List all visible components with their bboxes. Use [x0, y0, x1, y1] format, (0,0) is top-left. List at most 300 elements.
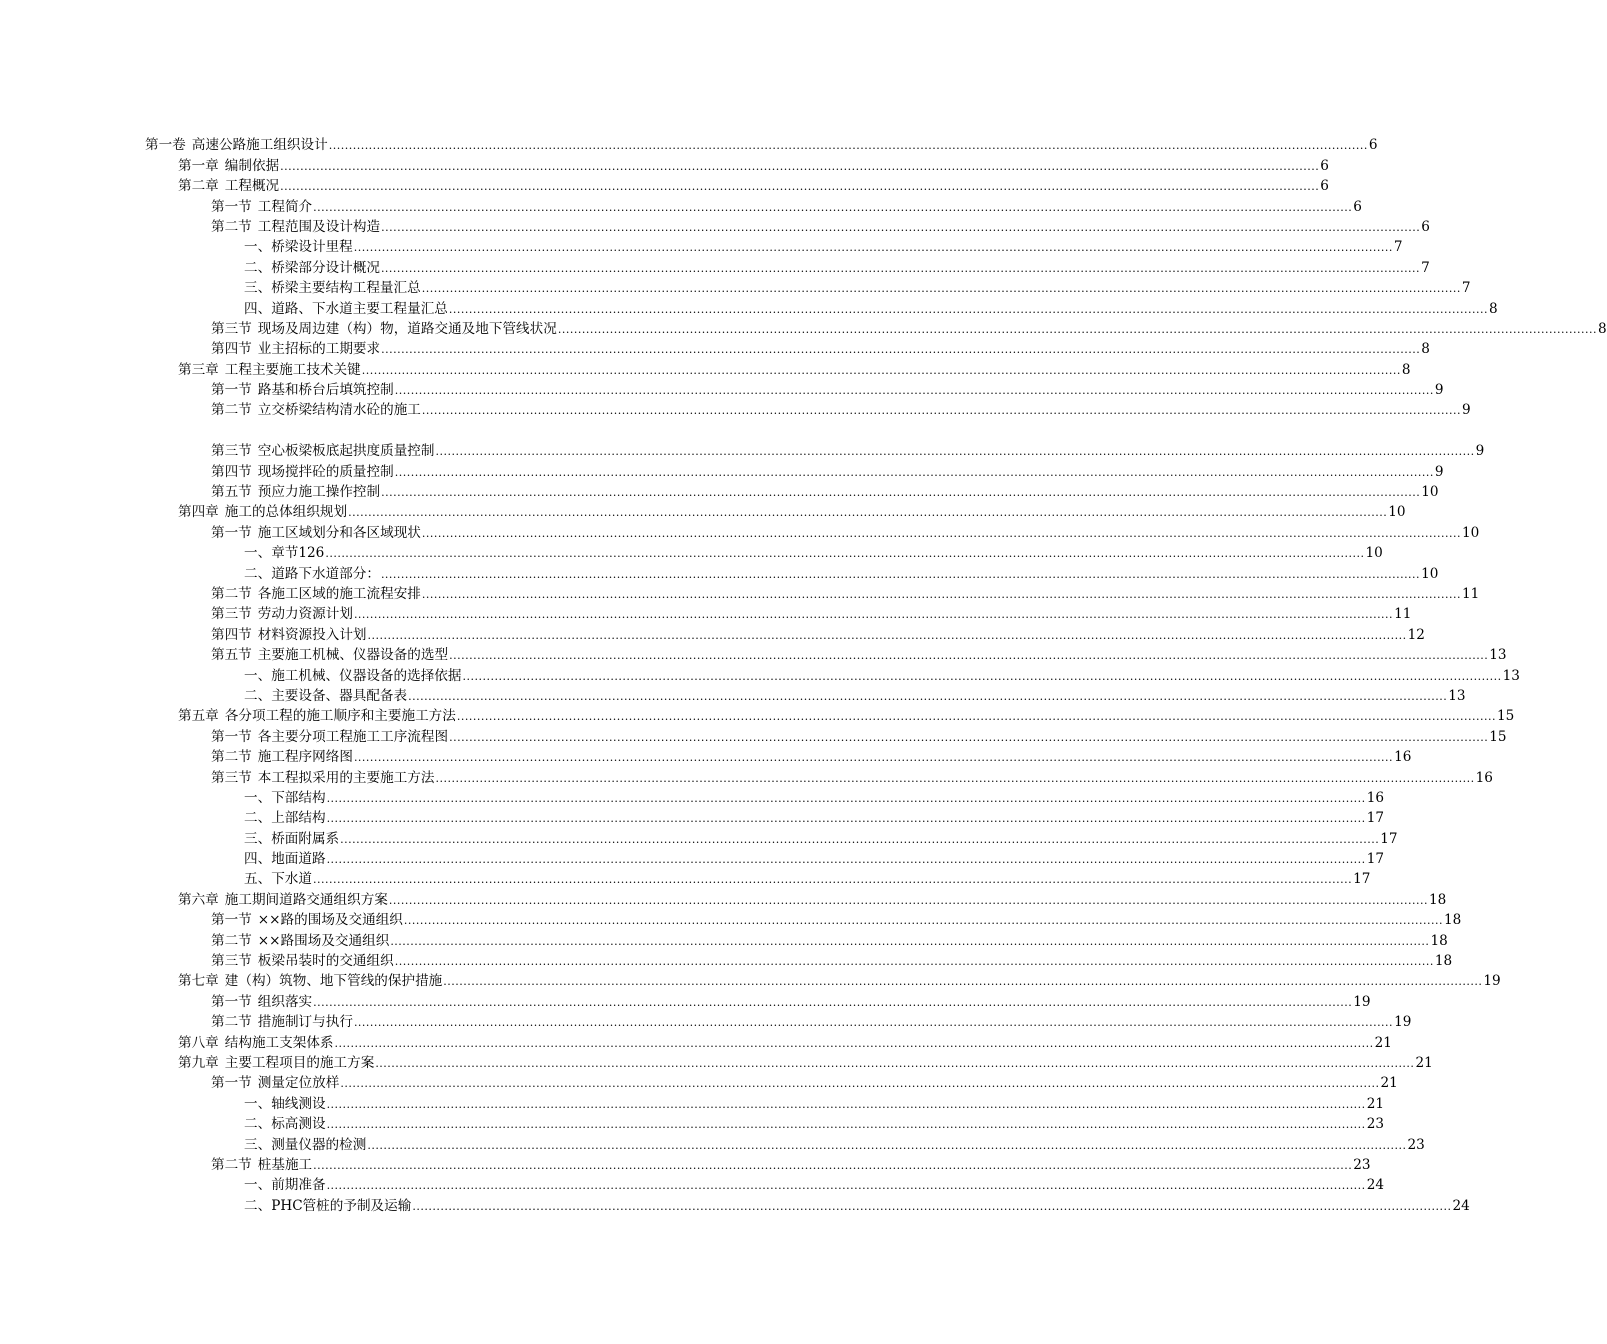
toc-page-number: 6	[1421, 218, 1430, 235]
toc-entry-title: 施工区域划分和各区域现状	[257, 524, 421, 541]
toc-page-number: 10	[1365, 545, 1383, 562]
toc-dot-leader: ....................................................................................................................................................................................................................................................................	[403, 914, 1444, 928]
toc-page-number: 13	[1448, 687, 1466, 704]
toc-page-number: 13	[1489, 647, 1507, 664]
toc-entry-title: 测量定位放样	[257, 1075, 340, 1092]
toc-entry-number: 二、	[244, 687, 272, 704]
toc-entry-number: 三、	[244, 1136, 272, 1153]
toc-entry-title: 各施工区域的施工流程安排	[257, 585, 421, 602]
toc-entry-line	[211, 402, 1471, 419]
toc-entry-title: 组织落实	[257, 993, 313, 1010]
toc-entry[interactable]	[0, 217, 1430, 237]
toc-entry-line	[244, 851, 1384, 868]
toc-page-number: 16	[1475, 769, 1493, 786]
toc-entry-title: 现场及周边建（构）物，道路交通及地下管线状况	[257, 320, 557, 337]
toc-entry[interactable]	[0, 522, 1480, 542]
toc-entry-title: 结构施工支架体系	[224, 1034, 334, 1051]
toc-dot-leader: ....................................................................................................................................................................................................................................................................	[326, 791, 1366, 805]
toc-entry-number: 一、	[244, 667, 272, 684]
toc-entry[interactable]	[0, 298, 1498, 318]
toc-entry-number: 第二节	[211, 749, 252, 766]
toc-entry-number: 第三章	[178, 361, 219, 378]
toc-entry-title: 施工的总体组织规划	[224, 504, 348, 521]
toc-entry-number: 三、	[244, 280, 272, 297]
toc-entry-number: 第二节	[211, 585, 252, 602]
toc-entry-line	[244, 280, 1471, 297]
toc-entry-number: 一、	[244, 239, 272, 256]
toc-page-number: 15	[1497, 708, 1515, 725]
toc-entry-title: 主要工程项目的施工方案	[224, 1054, 375, 1071]
toc-entry-line	[178, 1034, 1392, 1051]
toc-entry-number: 第三节	[211, 320, 252, 337]
toc-entry-title: 前期准备	[271, 1177, 326, 1194]
toc-dot-leader: ....................................................................................................................................................................................................................................................................	[394, 955, 1434, 969]
toc-entry-line	[178, 708, 1515, 725]
toc-dot-leader: ....................................................................................................................................................................................................................................................................	[367, 1138, 1407, 1152]
toc-page-number: 8	[1489, 300, 1498, 317]
toc-entry[interactable]	[0, 1114, 1384, 1134]
toc-entry[interactable]	[0, 1032, 1392, 1052]
toc-page-number: 24	[1452, 1197, 1470, 1214]
toc-page-number: 7	[1421, 259, 1430, 276]
toc-entry-number: 第一节	[211, 993, 252, 1010]
toc-entry-number: 一、	[244, 789, 272, 806]
toc-page-number: 23	[1407, 1136, 1425, 1153]
toc-entry-number: 第一节	[211, 1075, 252, 1092]
toc-entry-title: 建（构）筑物、地下管线的保护措施	[224, 973, 443, 990]
toc-dot-leader: ....................................................................................................................................................................................................................................................................	[380, 261, 1421, 275]
toc-entry-line	[244, 789, 1384, 806]
toc-entry-title: 道路、下水道主要工程量汇总	[271, 300, 448, 317]
toc-dot-leader: ....................................................................................................................................................................................................................................................................	[375, 1056, 1415, 1070]
toc-entry-line	[211, 1014, 1412, 1031]
toc-entry[interactable]	[0, 808, 1384, 828]
toc-page-number: 6	[1320, 157, 1329, 174]
toc-page-number: 19	[1353, 993, 1371, 1010]
toc-entry[interactable]	[0, 1175, 1384, 1195]
toc-dot-leader: ....................................................................................................................................................................................................................................................................	[353, 241, 1393, 255]
toc-entry-number: 第一节	[211, 524, 252, 541]
toc-entry-line	[244, 259, 1430, 276]
toc-page-number: 7	[1393, 239, 1403, 256]
toc-entry[interactable]	[0, 849, 1384, 869]
toc-page-number: 17	[1380, 830, 1398, 847]
toc-entry-number: 第五章	[178, 708, 219, 725]
toc-dot-leader: ....................................................................................................................................................................................................................................................................	[334, 1036, 1374, 1050]
toc-entry-title: 工程概况	[224, 178, 280, 195]
toc-entry-number: 四、	[244, 300, 272, 317]
toc-entry[interactable]	[0, 155, 1329, 175]
toc-entry-line	[244, 871, 1371, 888]
toc-entry[interactable]	[0, 441, 1485, 461]
toc-dot-leader: ....................................................................................................................................................................................................................................................................	[348, 506, 1388, 520]
toc-entry[interactable]	[0, 788, 1384, 808]
toc-dot-leader: ....................................................................................................................................................................................................................................................................	[435, 771, 1475, 785]
toc-entry-title: 主要施工机械、仪器设备的选型	[257, 647, 449, 664]
toc-page-number: 10	[1462, 524, 1480, 541]
toc-dot-leader: ....................................................................................................................................................................................................................................................................	[353, 608, 1394, 622]
toc-dot-leader: ....................................................................................................................................................................................................................................................................	[421, 404, 1462, 418]
toc-entry-line	[244, 830, 1398, 847]
toc-entry[interactable]	[0, 991, 1371, 1011]
toc-entry-line	[178, 973, 1501, 990]
toc-page-number: 17	[1353, 871, 1371, 888]
toc-entry-number: 第九章	[178, 1054, 219, 1071]
toc-dot-leader: ....................................................................................................................................................................................................................................................................	[408, 689, 1448, 703]
toc-entry-title: 各分项工程的施工顺序和主要施工方法	[224, 708, 456, 725]
toc-entry-number: 第二节	[211, 1156, 252, 1173]
toc-entry-number: 第一节	[211, 198, 252, 215]
toc-entry-title: 空心板梁板底起拱度质量控制	[257, 443, 435, 460]
toc-entry-line	[178, 361, 1411, 378]
toc-entry-number: 二、	[244, 810, 272, 827]
toc-entry-line	[211, 198, 1362, 215]
toc-entry[interactable]	[0, 584, 1480, 604]
toc-entry[interactable]	[0, 400, 1471, 420]
toc-dot-leader: ....................................................................................................................................................................................................................................................................	[435, 445, 1475, 459]
toc-entry-number: 第二节	[211, 402, 252, 419]
toc-entry-title: 桥梁设计里程	[271, 239, 353, 256]
toc-entry-number: 五、	[244, 871, 272, 888]
toc-entry[interactable]	[0, 502, 1406, 522]
toc-dot-leader: ....................................................................................................................................................................................................................................................................	[421, 526, 1462, 540]
toc-entry-title: 材料资源投入计划	[257, 626, 367, 643]
toc-page-number: 24	[1366, 1177, 1384, 1194]
toc-entry-title: 本工程拟采用的主要施工方法	[257, 769, 435, 786]
toc-entry[interactable]	[0, 645, 1507, 665]
toc-entry[interactable]	[0, 747, 1412, 767]
toc-entry-title: 道路下水道部分：	[271, 565, 380, 582]
toc-page-number: 18	[1444, 912, 1462, 929]
toc-entry[interactable]	[0, 257, 1430, 277]
toc-page-number: 21	[1374, 1034, 1392, 1051]
toc-page-number: 18	[1429, 891, 1447, 908]
toc-entry-line	[211, 993, 1371, 1010]
toc-entry-number: 第二节	[211, 218, 252, 235]
toc-entry-line	[211, 647, 1507, 664]
toc-entry-title: 上部结构	[271, 810, 326, 827]
toc-page-number: 19	[1483, 973, 1501, 990]
toc-page-number: 23	[1353, 1156, 1371, 1173]
toc-dot-leader: ....................................................................................................................................................................................................................................................................	[312, 873, 1353, 887]
toc-page-number: 17	[1366, 851, 1384, 868]
toc-dot-leader: ....................................................................................................................................................................................................................................................................	[412, 1199, 1452, 1213]
toc-dot-leader: ....................................................................................................................................................................................................................................................................	[353, 1016, 1394, 1030]
toc-entry-number: 二、	[244, 565, 272, 582]
toc-entry-line	[211, 484, 1439, 501]
toc-dot-leader: ....................................................................................................................................................................................................................................................................	[443, 975, 1483, 989]
toc-page-number: 9	[1475, 443, 1485, 460]
toc-page-number: 9	[1434, 382, 1444, 399]
toc-entry-title: 章节126	[271, 545, 325, 562]
toc-entry-line	[244, 1197, 1470, 1214]
toc-entry[interactable]	[0, 604, 1412, 624]
toc-dot-leader: ....................................................................................................................................................................................................................................................................	[449, 730, 1489, 744]
toc-page-number: 21	[1366, 1095, 1384, 1112]
toc-entry-title: 工程主要施工技术关键	[224, 361, 361, 378]
toc-entry-line	[244, 1177, 1384, 1194]
toc-dot-leader: ....................................................................................................................................................................................................................................................................	[340, 832, 1380, 846]
toc-dot-leader: ....................................................................................................................................................................................................................................................................	[394, 384, 1434, 398]
toc-entry[interactable]	[0, 237, 1403, 257]
toc-entry-number: 第二节	[211, 1014, 252, 1031]
toc-entry-line	[211, 341, 1430, 358]
toc-dot-leader: ....................................................................................................................................................................................................................................................................	[326, 812, 1366, 826]
toc-entry-number: 第四章	[178, 504, 219, 521]
toc-entry-title: 下部结构	[271, 789, 326, 806]
toc-entry-number: 第七章	[178, 973, 219, 990]
toc-entry[interactable]	[0, 135, 1378, 155]
toc-entry[interactable]	[0, 461, 1444, 481]
toc-entry[interactable]	[0, 176, 1329, 196]
toc-dot-leader: ....................................................................................................................................................................................................................................................................	[449, 649, 1489, 663]
toc-entry[interactable]	[0, 665, 1520, 685]
toc-entry[interactable]	[0, 951, 1453, 971]
toc-entry-line	[211, 606, 1412, 623]
toc-entry-line	[211, 320, 1607, 337]
toc-entry-title: 桩基施工	[257, 1156, 313, 1173]
toc-dot-leader: ....................................................................................................................................................................................................................................................................	[340, 1077, 1380, 1091]
toc-dot-leader: ....................................................................................................................................................................................................................................................................	[313, 1158, 1353, 1172]
toc-dot-leader: ....................................................................................................................................................................................................................................................................	[328, 139, 1368, 153]
toc-entry-number: 一、	[244, 1095, 272, 1112]
toc-dot-leader: ....................................................................................................................................................................................................................................................................	[421, 282, 1461, 296]
toc-entry-title: 劳动力资源计划	[257, 606, 353, 623]
toc-entry-number: 第五节	[211, 647, 252, 664]
toc-entry[interactable]	[0, 706, 1515, 726]
toc-entry-number: 第四节	[211, 626, 252, 643]
toc-entry-line	[178, 178, 1329, 195]
toc-page-number: 6	[1368, 137, 1378, 154]
toc-entry[interactable]	[0, 1195, 1470, 1215]
toc-entry-number: 第四节	[211, 463, 252, 480]
toc-entry-line	[211, 585, 1480, 602]
toc-entry[interactable]	[0, 1093, 1384, 1113]
toc-entry-number: 第一节	[211, 728, 252, 745]
toc-page-number: 8	[1421, 341, 1430, 358]
toc-entry-number: 第三节	[211, 953, 252, 970]
toc-page-number: 16	[1394, 749, 1412, 766]
toc-entry-title: 业主招标的工期要求	[257, 341, 381, 358]
toc-entry-title: 路基和桥台后填筑控制	[257, 382, 394, 399]
toc-entry-number: 第一节	[211, 382, 252, 399]
toc-spacer	[0, 420, 950, 440]
toc-entry-title: 工程范围及设计构造	[257, 218, 381, 235]
toc-entry[interactable]	[0, 359, 1411, 379]
toc-page-number: 10	[1421, 565, 1439, 582]
toc-page-number: 11	[1462, 585, 1480, 602]
toc-entry[interactable]	[0, 889, 1447, 909]
toc-page-number: 21	[1415, 1054, 1433, 1071]
toc-page-number: 16	[1366, 789, 1384, 806]
toc-entry[interactable]	[0, 339, 1430, 359]
toc-dot-leader: ....................................................................................................................................................................................................................................................................	[380, 567, 1421, 581]
toc-dot-leader: ....................................................................................................................................................................................................................................................................	[448, 302, 1489, 316]
toc-entry-title: 施工程序网络图	[257, 749, 353, 766]
toc-entry-line	[211, 218, 1430, 235]
toc-entry-line	[244, 687, 1466, 704]
toc-page-number: 9	[1434, 463, 1444, 480]
toc-entry-number: 第三节	[211, 606, 252, 623]
toc-dot-leader: ....................................................................................................................................................................................................................................................................	[313, 995, 1353, 1009]
toc-entry-title: 轴线测设	[271, 1095, 326, 1112]
toc-entry-number: 一、	[244, 545, 272, 562]
toc-dot-leader: ....................................................................................................................................................................................................................................................................	[381, 343, 1421, 357]
toc-page-number: 7	[1461, 280, 1471, 297]
toc-entry[interactable]	[0, 930, 1448, 950]
toc-entry-line	[211, 626, 1425, 643]
toc-dot-leader: ....................................................................................................................................................................................................................................................................	[421, 587, 1462, 601]
toc-entry-title: 桥面附属系	[271, 830, 340, 847]
toc-entry[interactable]	[0, 910, 1462, 930]
toc-entry[interactable]	[0, 1134, 1425, 1154]
toc-entry-line	[244, 810, 1384, 827]
toc-entry-line	[244, 565, 1439, 582]
toc-page-number: 10	[1421, 484, 1439, 501]
toc-page-number: 11	[1394, 606, 1412, 623]
toc-dot-leader: ....................................................................................................................................................................................................................................................................	[394, 465, 1434, 479]
toc-entry-line	[244, 1136, 1425, 1153]
toc-entry-line	[178, 504, 1406, 521]
toc-entry-title: PHC管桩的予制及运输	[271, 1197, 412, 1214]
toc-dot-leader: ....................................................................................................................................................................................................................................................................	[326, 1097, 1366, 1111]
toc-entry[interactable]	[0, 563, 1439, 583]
toc-entry[interactable]	[0, 196, 1362, 216]
toc-entry[interactable]	[0, 543, 1383, 563]
toc-entry-line	[211, 932, 1448, 949]
toc-dot-leader: ....................................................................................................................................................................................................................................................................	[381, 220, 1421, 234]
toc-dot-leader: ....................................................................................................................................................................................................................................................................	[557, 322, 1597, 336]
toc-entry[interactable]	[0, 726, 1507, 746]
toc-entry-title: 现场搅拌砼的质量控制	[257, 463, 394, 480]
toc-entry-number: 二、	[244, 259, 272, 276]
toc-entry-title: 桥梁主要结构工程量汇总	[271, 280, 421, 297]
toc-page-number: 23	[1366, 1116, 1384, 1133]
toc-dot-leader: ....................................................................................................................................................................................................................................................................	[280, 180, 1320, 194]
toc-entry-title: 施工机械、仪器设备的选择依据	[271, 667, 462, 684]
toc-dot-leader: ....................................................................................................................................................................................................................................................................	[353, 751, 1394, 765]
toc-entry[interactable]	[0, 482, 1439, 502]
toc-entry-line	[211, 382, 1444, 399]
toc-entry-title: 标高测设	[271, 1116, 326, 1133]
toc-entry-line	[178, 157, 1329, 174]
toc-dot-leader: ....................................................................................................................................................................................................................................................................	[325, 547, 1365, 561]
toc-entry-line	[244, 300, 1498, 317]
toc-entry-number: 第四节	[211, 341, 252, 358]
toc-entry[interactable]	[0, 1073, 1398, 1093]
toc-page-number: 15	[1489, 728, 1507, 745]
toc-entry-line	[211, 953, 1453, 970]
toc-entry-title: 措施制订与执行	[257, 1014, 353, 1031]
toc-entry-title: 地面道路	[271, 851, 326, 868]
toc-page-number: 21	[1380, 1075, 1398, 1092]
toc-entry-number: 二、	[244, 1197, 272, 1214]
toc-entry[interactable]	[0, 380, 1444, 400]
toc-entry[interactable]	[0, 319, 1607, 339]
toc-dot-leader: ....................................................................................................................................................................................................................................................................	[280, 159, 1320, 173]
toc-dot-leader: ....................................................................................................................................................................................................................................................................	[462, 669, 1502, 683]
toc-dot-leader: ....................................................................................................................................................................................................................................................................	[326, 1179, 1366, 1193]
toc-page-number: 8	[1401, 361, 1411, 378]
toc-entry[interactable]	[0, 828, 1398, 848]
toc-entry-number: 第一章	[178, 157, 219, 174]
toc-entry[interactable]	[0, 971, 1501, 991]
toc-entry-line	[211, 728, 1507, 745]
toc-page-number: 6	[1353, 198, 1362, 215]
toc-entry-title: 工程简介	[257, 198, 313, 215]
toc-entry-title: 编制依据	[224, 157, 280, 174]
toc-entry[interactable]	[0, 278, 1471, 298]
toc-dot-leader: ....................................................................................................................................................................................................................................................................	[326, 853, 1366, 867]
toc-entry[interactable]	[0, 624, 1425, 644]
toc-entry[interactable]	[0, 869, 1371, 889]
toc-entry-number: 三、	[244, 830, 272, 847]
toc-entry-number: 第一节	[211, 912, 252, 929]
toc-entry-number: 第二章	[178, 178, 219, 195]
toc-entry-number: 四、	[244, 851, 272, 868]
toc-page-number: 17	[1366, 810, 1384, 827]
toc-entry-title: 下水道	[271, 871, 312, 888]
toc-dot-leader: ....................................................................................................................................................................................................................................................................	[326, 1118, 1366, 1132]
toc-page-number: 12	[1407, 626, 1425, 643]
toc-entry-number: 第一卷	[145, 137, 186, 154]
toc-entry-title: ××路围场及交通组织	[257, 932, 390, 949]
toc-entry[interactable]	[0, 1155, 1371, 1175]
toc-entry-line	[145, 137, 1378, 154]
toc-entry-line	[244, 1095, 1384, 1112]
toc-entry-number: 第三节	[211, 769, 252, 786]
toc-entry-title: 各主要分项工程施工工序流程图	[257, 728, 449, 745]
toc-entry-number: 第五节	[211, 484, 252, 501]
toc-dot-leader: ....................................................................................................................................................................................................................................................................	[367, 628, 1407, 642]
toc-page-number: 10	[1388, 504, 1406, 521]
toc-entry-line	[211, 749, 1412, 766]
toc-page-number: 18	[1430, 932, 1448, 949]
toc-entry-title: 桥梁部分设计概况	[271, 259, 380, 276]
toc-entry-title: 预应力施工操作控制	[257, 484, 381, 501]
toc-entry-line	[211, 463, 1444, 480]
toc-entry-number: 第三节	[211, 443, 252, 460]
toc-entry-line	[211, 443, 1485, 460]
toc-dot-leader: ....................................................................................................................................................................................................................................................................	[388, 893, 1429, 907]
toc-dot-leader: ....................................................................................................................................................................................................................................................................	[456, 710, 1496, 724]
toc-entry-title: 板梁吊装时的交通组织	[257, 953, 394, 970]
toc-dot-leader: ....................................................................................................................................................................................................................................................................	[381, 486, 1421, 500]
toc-entry-title: 高速公路施工组织设计	[191, 137, 328, 154]
toc-entry[interactable]	[0, 1012, 1412, 1032]
toc-entry[interactable]	[0, 767, 1493, 787]
toc-page-number: 13	[1502, 667, 1520, 684]
toc-entry-line	[244, 1116, 1384, 1133]
toc-entry-title: 施工期间道路交通组织方案	[224, 891, 388, 908]
toc-dot-leader: ....................................................................................................................................................................................................................................................................	[361, 363, 1401, 377]
toc-entry-number: 第二节	[211, 932, 252, 949]
toc-entry-title: 主要设备、器具配备表	[271, 687, 408, 704]
toc-entry[interactable]	[0, 1053, 1433, 1073]
toc-entry-number: 二、	[244, 1116, 272, 1133]
toc-entry-line	[211, 912, 1462, 929]
toc-entry-line	[178, 1054, 1433, 1071]
toc-page-number: 9	[1462, 402, 1471, 419]
toc-entry[interactable]	[0, 686, 1466, 706]
toc-entry-number: 一、	[244, 1177, 272, 1194]
toc-dot-leader: ....................................................................................................................................................................................................................................................................	[390, 934, 1430, 948]
toc-entry-title: 立交桥梁结构清水砼的施工	[257, 402, 421, 419]
toc-entry-title: 测量仪器的检测	[271, 1136, 367, 1153]
toc-entry-line	[211, 524, 1480, 541]
toc-entry-line	[244, 667, 1520, 684]
toc-entry-line	[244, 239, 1403, 256]
